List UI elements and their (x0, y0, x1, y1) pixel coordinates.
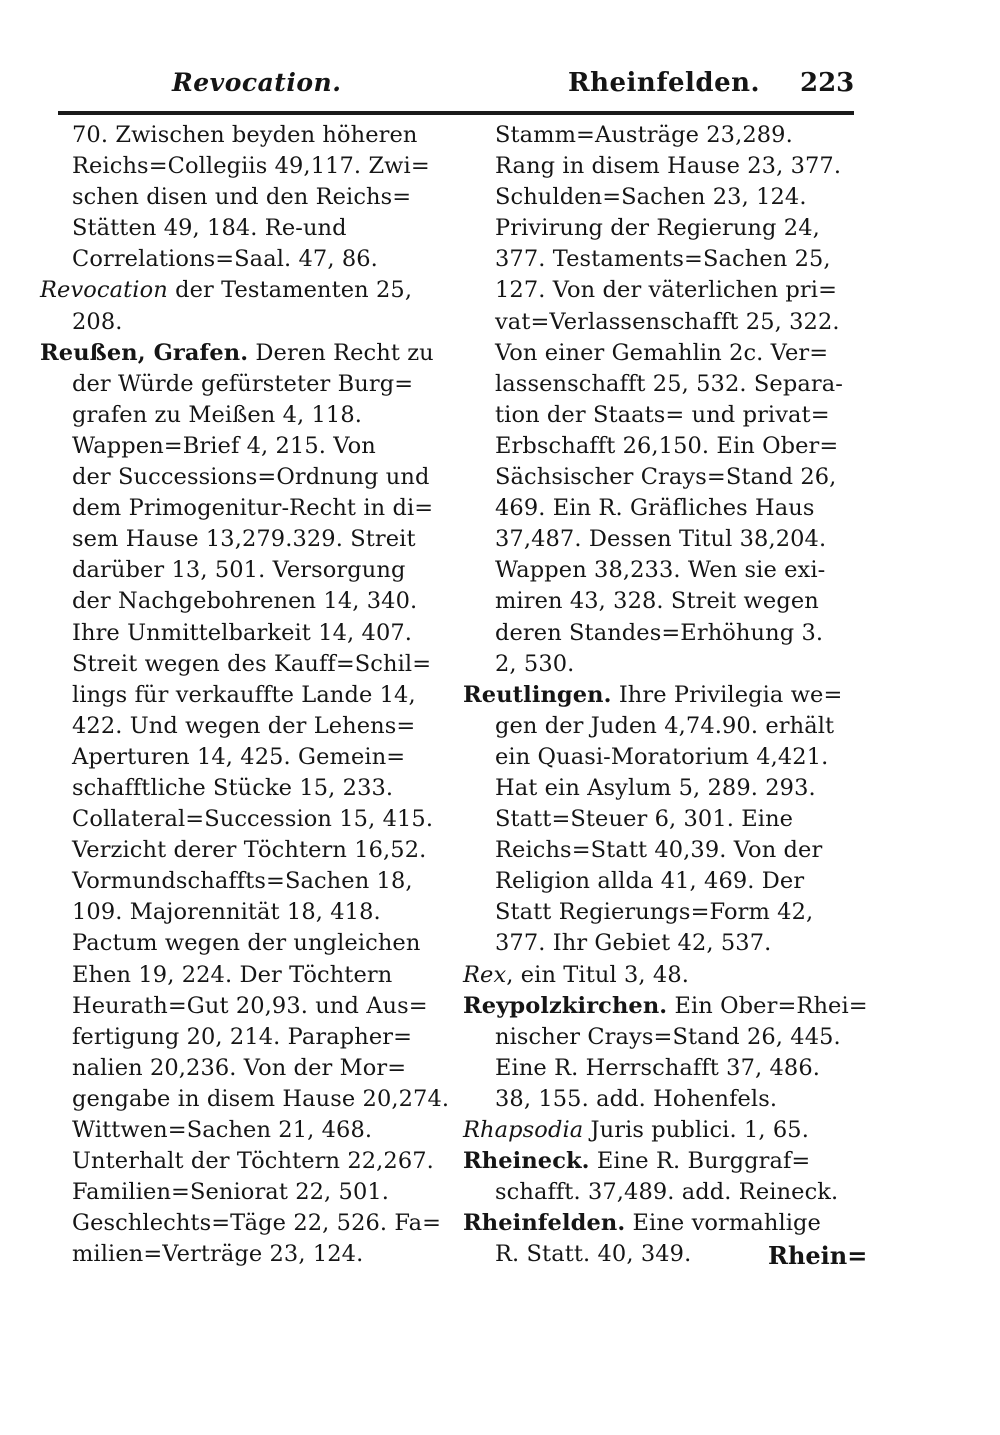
index-line (40, 742, 440, 773)
index-line (463, 213, 858, 244)
index-line-text: 469. Ein R. Gräfliches Haus (495, 495, 815, 522)
index-line-text: Vormundschaffts=Sachen 18, (72, 868, 413, 895)
index-line (40, 618, 440, 649)
index-line (463, 1177, 858, 1208)
index-line (463, 369, 858, 400)
index-headword: Revocation (40, 277, 168, 304)
index-line (40, 711, 440, 742)
index-line-text: milien=Verträge 23, 124. (72, 1241, 364, 1268)
index-line-text: Verzicht derer Töchtern 16,52. (72, 837, 427, 864)
index-line-text: 377. Testaments=Sachen 25, (495, 246, 831, 273)
index-line (40, 586, 440, 617)
index-line (40, 462, 440, 493)
index-line (463, 431, 858, 462)
index-line-text: Statt=Steuer 6, 301. Eine (495, 806, 794, 833)
index-line (40, 1084, 450, 1115)
index-line (463, 991, 868, 1022)
index-line (40, 1208, 440, 1239)
index-line (40, 213, 440, 244)
index-line-text: Erbschafft 26,150. Ein Ober= (495, 432, 839, 459)
index-line (463, 1022, 858, 1053)
index-line-text: Collateral=Succession 15, 415. (72, 806, 434, 833)
index-line-text: 422. Und wegen der Lehens= (72, 712, 416, 739)
index-line (40, 275, 440, 306)
index-line (463, 711, 858, 742)
right-index-column (463, 120, 868, 1270)
index-line (40, 1146, 440, 1177)
index-line (463, 524, 858, 555)
index-line-text: Pactum wegen der ungleichen (72, 930, 421, 957)
index-line-text: Schulden=Sachen 23, 124. (495, 184, 807, 211)
index-line (463, 555, 858, 586)
index-line (463, 866, 858, 897)
index-line-text: ein Quasi-Moratorium 4,421. (495, 743, 829, 770)
index-line-text: Wittwen=Sachen 21, 468. (72, 1117, 373, 1143)
index-line (463, 1053, 858, 1084)
index-line-text: Stamm=Austräge 23,289. (495, 122, 793, 148)
index-line (463, 120, 858, 151)
index-line-text: vat=Verlassenschafft 25, 322. (495, 308, 840, 335)
index-line-text: Ihre Privilegia we= (611, 681, 843, 708)
index-line (463, 1146, 858, 1177)
index-line (40, 1177, 440, 1208)
index-line (463, 618, 858, 649)
index-line (40, 1053, 440, 1084)
index-line-text: Juris publici. 1, 65. (583, 1117, 809, 1143)
index-line-text: R. Statt. 40, 349. (495, 1241, 692, 1268)
index-line-text: der Nachgebohrenen 14, 340. (72, 588, 418, 615)
index-line-text: darüber 13, 501. Versorgung (72, 557, 406, 584)
index-line (463, 835, 858, 866)
index-line-text: Heurath=Gut 20,93. und Aus= (72, 992, 428, 1019)
header-left-title: Revocation. (172, 68, 342, 97)
index-line-text: Unterhalt der Töchtern 22,267. (72, 1148, 434, 1175)
index-headword: Rheinfelden. (463, 1210, 626, 1237)
index-line (40, 307, 440, 338)
index-headword: Rex (463, 961, 507, 988)
index-line (40, 866, 440, 897)
index-line (463, 400, 858, 431)
index-line (463, 182, 858, 213)
header-rule (58, 111, 854, 115)
index-line-text: Deren Recht zu (248, 339, 434, 366)
index-line (40, 804, 440, 835)
index-line-text: schafftliche Stücke 15, 233. (72, 774, 394, 801)
index-line-text: dem Primogenitur-Recht in di= (72, 495, 434, 522)
catchword: Rhein= (768, 1241, 868, 1270)
index-line (40, 928, 440, 959)
index-line-text: der Testamenten 25, (167, 277, 413, 304)
index-line-text: , ein Titul 3, 48. (506, 961, 689, 988)
index-line-text: gengabe in disem Hause 20,274. (72, 1085, 450, 1112)
index-line (40, 1022, 440, 1053)
index-line-text: fertigung 20, 214. Parapher= (72, 1023, 413, 1050)
index-line-text: Streit wegen des Kauff=Schil= (72, 650, 432, 677)
index-line (463, 960, 858, 991)
index-line-text: grafen zu Meißen 4, 118. (72, 401, 363, 428)
index-line-text: 38, 155. add. Hohenfels. (495, 1085, 778, 1112)
index-line-text: Statt Regierungs=Form 42, (495, 899, 814, 926)
index-line (463, 151, 858, 182)
index-line (463, 1208, 858, 1239)
index-line-text: lings für verkauffte Lande 14, (72, 681, 416, 708)
index-line-text: Reichs=Collegiis 49,117. Zwi= (72, 153, 430, 180)
index-line-text: 208. (72, 308, 123, 335)
index-line-text: Ehen 19, 224. Der Töchtern (72, 961, 393, 988)
index-line-text: 2, 530. (495, 650, 575, 677)
index-line-text: tion der Staats= und privat= (495, 401, 830, 428)
index-line (40, 493, 440, 524)
index-line (40, 244, 440, 275)
index-line-text: Familien=Seniorat 22, 501. (72, 1179, 390, 1206)
index-line-text: 70. Zwischen beyden höheren (72, 122, 418, 148)
index-line-text: Wappen=Brief 4, 215. Von (72, 432, 376, 459)
index-line (40, 680, 440, 711)
index-line (463, 928, 858, 959)
index-headword: Reußen, Grafen. (40, 339, 249, 366)
index-line (40, 649, 440, 680)
running-header (150, 68, 855, 108)
index-line-text: schafft. 37,489. add. Reineck. (495, 1179, 839, 1206)
index-line (463, 804, 858, 835)
index-headword: Rheineck. (463, 1148, 590, 1175)
index-line (40, 773, 440, 804)
index-line (463, 275, 858, 306)
index-line-text: der Würde gefürsteter Burg= (72, 370, 414, 397)
index-headword: Reypolzkirchen. (463, 992, 668, 1019)
index-line-text: nalien 20,236. Von der Mor= (72, 1054, 407, 1081)
index-line (463, 897, 858, 928)
index-line-text: Aperturen 14, 425. Gemein= (72, 743, 406, 770)
index-line-text: 37,487. Dessen Titul 38,204. (495, 526, 827, 553)
index-line-text: 109. Majorennität 18, 418. (72, 899, 381, 926)
index-line-text: Correlations=Saal. 47, 86. (72, 246, 378, 273)
index-line (463, 307, 858, 338)
index-line (40, 369, 440, 400)
index-line (463, 742, 858, 773)
index-line (463, 1084, 858, 1115)
index-line-text: Eine R. Burggraf= (589, 1148, 811, 1175)
index-line-text: Sächsischer Crays=Stand 26, (495, 464, 837, 491)
index-line-text: Rang in disem Hause 23, 377. (495, 153, 842, 180)
index-line-text: lassenschafft 25, 532. Separa- (495, 370, 843, 397)
index-line (40, 897, 440, 928)
index-line (463, 680, 858, 711)
index-line-text: Hat ein Asylum 5, 289. 293. (495, 774, 816, 801)
index-line (463, 1115, 858, 1146)
index-line (463, 338, 858, 369)
index-line (463, 462, 858, 493)
index-line (463, 773, 858, 804)
index-line (40, 835, 440, 866)
page-number: 223 (800, 68, 855, 98)
index-line (463, 586, 858, 617)
index-line-text: Reichs=Statt 40,39. Von der (495, 837, 823, 864)
index-line-text: Geschlechts=Täge 22, 526. Fa= (72, 1210, 442, 1237)
index-headword: Reutlingen. (463, 681, 612, 708)
index-line-text: der Successions=Ordnung und (72, 464, 430, 491)
index-line-text: schen disen und den Reichs= (72, 184, 412, 211)
index-headword: Rhapsodia (463, 1117, 584, 1143)
index-line-text: Wappen 38,233. Wen sie exi- (495, 557, 826, 584)
index-line-text: sem Hause 13,279.329. Streit (72, 526, 416, 553)
index-line (40, 182, 440, 213)
index-line-text: Privirung der Regierung 24, (495, 215, 820, 242)
index-line-text: gen der Juden 4,74.90. erhält (495, 712, 835, 739)
header-center-title: Rheinfelden. (568, 68, 761, 98)
index-line-text: Ihre Unmittelbarkeit 14, 407. (72, 619, 413, 646)
index-line (463, 649, 858, 680)
index-line-text: Ein Ober=Rhei= (667, 992, 868, 1019)
index-line-text: Eine R. Herrschafft 37, 486. (495, 1054, 821, 1081)
index-line-text: deren Standes=Erhöhung 3. (495, 619, 824, 646)
index-line (40, 1239, 440, 1270)
index-line (40, 120, 440, 151)
index-line (40, 151, 440, 182)
index-line-text: Von einer Gemahlin 2c. Ver= (495, 339, 829, 366)
index-line (40, 431, 440, 462)
index-line (40, 555, 440, 586)
index-line (40, 991, 440, 1022)
index-line-text: Eine vormahlige (625, 1210, 821, 1237)
index-line (40, 960, 440, 991)
index-line (40, 338, 440, 369)
index-line-text: miren 43, 328. Streit wegen (495, 588, 819, 615)
index-line-text: nischer Crays=Stand 26, 445. (495, 1023, 841, 1050)
left-index-column (40, 120, 450, 1270)
index-line (40, 524, 440, 555)
index-line (40, 400, 440, 431)
index-line (463, 493, 858, 524)
index-line-text: Religion allda 41, 469. Der (495, 868, 805, 895)
index-line-text: Stätten 49, 184. Re-und (72, 215, 347, 242)
index-line-text: 127. Von der väterlichen pri= (495, 277, 838, 304)
index-line (40, 1115, 440, 1146)
index-line (463, 244, 858, 275)
index-line-text: 377. Ihr Gebiet 42, 537. (495, 930, 772, 957)
